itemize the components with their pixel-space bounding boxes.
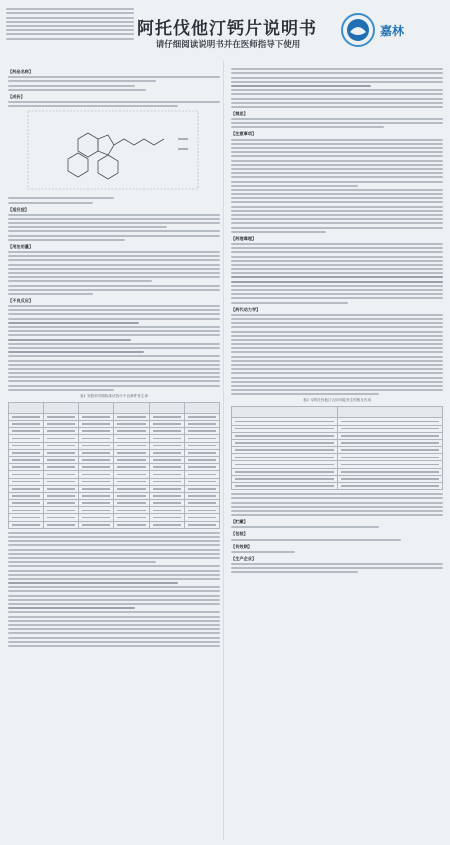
section-pharmacology: 【药理毒理】 bbox=[231, 235, 257, 241]
document-title: 阿托伐他汀钙片说明书 bbox=[137, 19, 317, 39]
section-dosage: 【用法用量】 bbox=[8, 243, 34, 249]
left-column bbox=[8, 66, 220, 836]
section-precautions: 【注意事项】 bbox=[231, 131, 257, 137]
fold-line bbox=[223, 60, 224, 840]
section-packaging: 【包装】 bbox=[231, 531, 248, 537]
section-adverse-reactions: 【不良反应】 bbox=[8, 297, 34, 303]
table-caption-interactions: 表2 与阿托伐他汀合用可能发生的相互作用 bbox=[302, 398, 372, 403]
section-manufacturer: 【生产企业】 bbox=[231, 555, 257, 561]
adverse-events-table bbox=[8, 402, 220, 529]
right-column bbox=[231, 66, 443, 836]
section-validity: 【有效期】 bbox=[231, 543, 252, 549]
section-contraindications: 【禁忌】 bbox=[231, 110, 248, 116]
section-storage: 【贮藏】 bbox=[231, 519, 248, 525]
revision-history bbox=[6, 6, 134, 42]
section-drug-name: 【药品名称】 bbox=[8, 69, 34, 74]
table-caption-adverse-events: 表1 安慰剂对照临床试验中不良事件发生率 bbox=[79, 393, 149, 398]
document-subtitle: 请仔细阅读说明书并在医师指导下使用 bbox=[155, 40, 301, 50]
chemical-structure bbox=[8, 109, 220, 193]
brand-name: 嘉林 bbox=[380, 24, 405, 38]
section-composition: 【成份】 bbox=[8, 93, 25, 99]
brand-logo bbox=[340, 8, 432, 54]
section-indications: 【适应症】 bbox=[8, 206, 29, 212]
interactions-table bbox=[231, 406, 443, 490]
section-pharmacokinetics: 【药代动力学】 bbox=[231, 306, 261, 312]
